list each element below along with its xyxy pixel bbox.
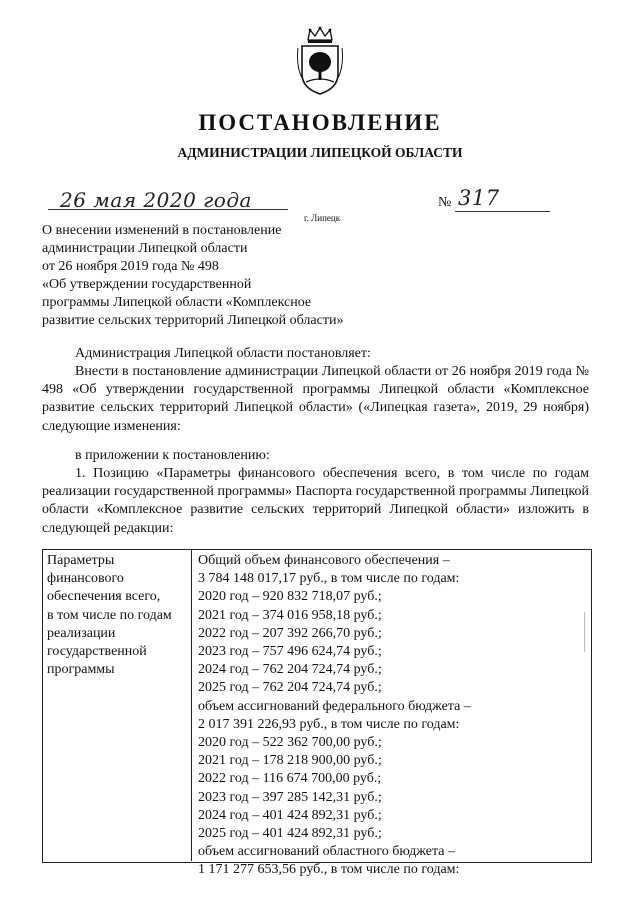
table-right-line: Общий объем финансового обеспечения – <box>198 553 450 568</box>
table-right-line: 2020 год – 920 832 718,07 руб.; <box>198 589 382 605</box>
scan-artifact-line <box>584 612 585 652</box>
table-right-line: 2021 год – 178 218 900,00 руб.; <box>198 753 382 769</box>
table-column-divider <box>191 549 192 861</box>
table-right-line: 2020 год – 522 362 700,00 руб.; <box>198 735 382 751</box>
date-underline <box>48 209 288 210</box>
city-label: г. Липецк <box>304 213 341 223</box>
make-changes-paragraph: Внести в постановление администрации Липецкой области от 26 ноября 2019 года № 498 «Об утверждении государственной программы Липецкой области «Комплексное развитие сельских территорий Липецкой области» («Липецкая газета», 2019, 29 ноября) следующие изменения: <box>42 364 589 434</box>
appendix-paragraph: в приложении к постановлению: <box>75 448 270 463</box>
table-right-line: 2023 год – 757 496 624,74 руб.; <box>198 644 382 660</box>
table-left-line: реализации <box>47 625 116 641</box>
document-title: ПОСТАНОВЛЕНИЕ <box>198 110 442 135</box>
number-underline <box>455 211 550 212</box>
admin-decides-paragraph: Администрация Липецкой области постановляет: <box>75 346 371 361</box>
table-right-line: объем ассигнований федерального бюджета – <box>198 698 471 714</box>
table-right-line: 1 171 277 653,56 руб., в том числе по годам: <box>198 862 460 878</box>
table-right-line: 2023 год – 397 285 142,31 руб.; <box>198 789 382 805</box>
table-left-line: обеспечения всего, <box>47 589 161 605</box>
subject-line: программы Липецкой области «Комплексное <box>42 295 312 310</box>
table-right-line: 2 017 391 226,93 руб., в том числе по годам: <box>198 716 460 732</box>
table-cell-parameter <box>47 552 187 679</box>
subject-line: О внесении изменений в постановление <box>42 223 282 238</box>
table-right-line: 2024 год – 762 204 724,74 руб.; <box>198 662 382 678</box>
table-right-line: 2025 год – 762 204 724,74 руб.; <box>198 680 382 696</box>
subject-line: от 26 ноября 2019 года № 498 <box>42 259 219 274</box>
subject-block <box>42 222 372 330</box>
coat-of-arms-icon <box>296 26 344 96</box>
number-label: № <box>438 195 452 210</box>
subject-line: администрации Липецкой области <box>42 241 248 256</box>
table-left-line: Параметры <box>47 553 115 568</box>
table-right-line: 2024 год – 401 424 892,31 руб.; <box>198 807 382 823</box>
subject-line: «Об утверждении государственной <box>42 277 252 292</box>
table-right-line: 3 784 148 017,17 руб., в том числе по годам: <box>198 571 460 587</box>
table-right-line: 2022 год – 207 392 266,70 руб.; <box>198 625 382 641</box>
table-cell-values <box>198 552 578 880</box>
handwritten-date: 26 мая 2020 года <box>60 188 252 212</box>
point-1-paragraph: 1. Позицию «Параметры финансового обеспечения всего, в том числе по годам реализации государственной программы» Паспорта государственной программы Липецкой области «Комплексное развитие сельских территорий Липецкой области» изложить в следующей редакции: <box>42 466 589 536</box>
handwritten-number: 317 <box>458 186 500 210</box>
subject-line: развитие сельских территорий Липецкой области» <box>42 313 344 328</box>
table-left-line: финансового <box>47 571 124 587</box>
table-right-line: объем ассигнований областного бюджета – <box>198 844 455 860</box>
table-right-line: 2025 год – 401 424 892,31 руб.; <box>198 826 382 842</box>
table-left-line: программы <box>47 662 115 678</box>
table-left-line: в том числе по годам <box>47 607 172 623</box>
document-subtitle: АДМИНИСТРАЦИИ ЛИПЕЦКОЙ ОБЛАСТИ <box>177 145 463 160</box>
table-left-line: государственной <box>47 644 147 660</box>
table-right-line: 2022 год – 116 674 700,00 руб.; <box>198 771 382 787</box>
table-right-line: 2021 год – 374 016 958,18 руб.; <box>198 607 382 623</box>
